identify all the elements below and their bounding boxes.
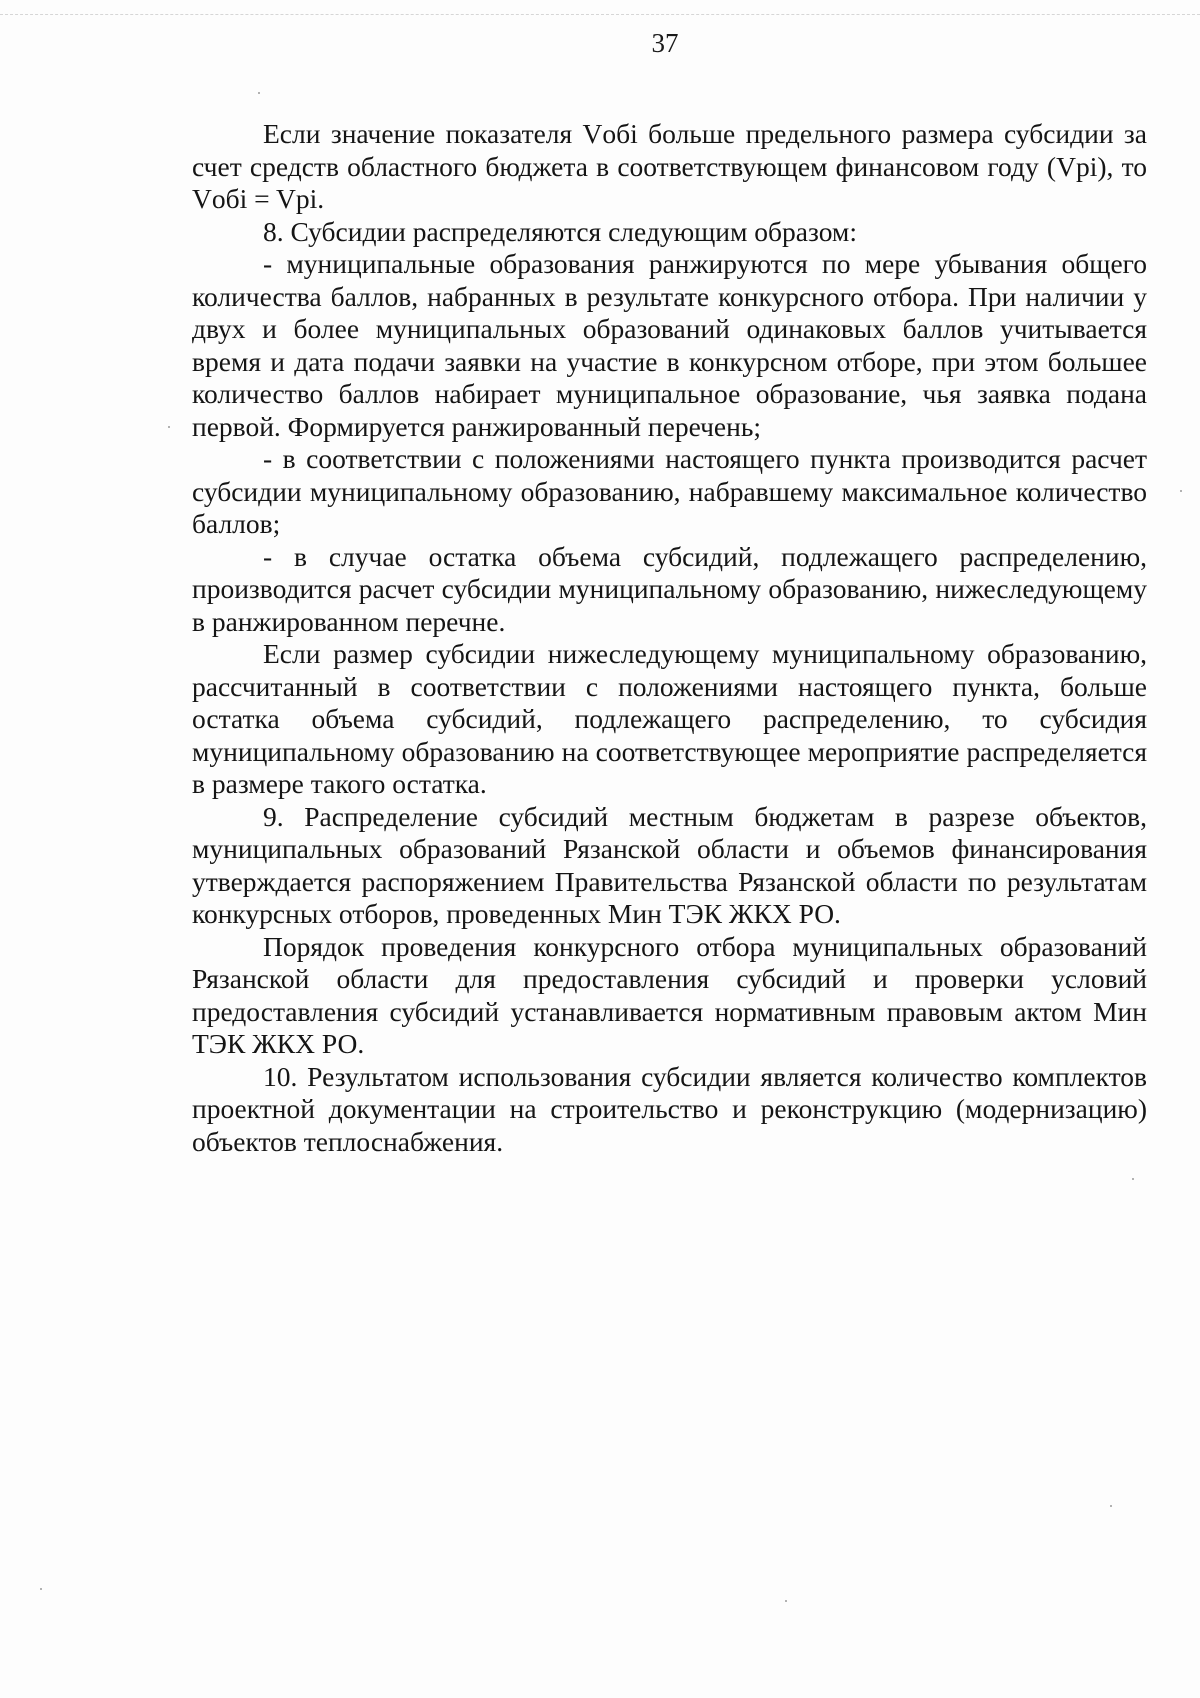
scan-speck — [40, 1588, 42, 1590]
paragraph-ranking: - муниципальные образования ранжируются по мере убывания общего количества баллов, набранных в результате конкурсного отбора. При наличии у двух и более муниципальных образований одинаковых баллов учитывается время и дата подачи заявки на участие в конкурсном отборе, при этом большее количество баллов набирает муниципальное образование, чья заявка подана первой. Формируется ранжированный перечень; — [192, 248, 1147, 442]
paragraph-item-9: 9. Распределение субсидий местным бюджетам в разрезе объектов, муниципальных образований Рязанской области и объемов финансирования утверждается распоряжением Правительства Рязанской области по результатам конкурсных отборов, проведенных Мин ТЭК ЖКХ РО. — [192, 800, 1147, 929]
scan-speck — [785, 1600, 787, 1602]
scan-speck — [1110, 1505, 1112, 1507]
scan-speck — [168, 426, 170, 428]
paragraph-remainder: - в случае остатка объема субсидий, подлежащего распределению, производится расчет субсидии муниципальному образованию, нижеследующему в ранжированном перечне. — [192, 540, 1147, 637]
page-number: 37 — [651, 28, 679, 58]
paragraph-item-8: 8. Субсидии распределяются следующим образом: — [263, 215, 857, 247]
scan-edge-artifact — [0, 14, 1200, 17]
scan-speck — [1132, 1178, 1134, 1180]
scan-speck — [1180, 490, 1182, 492]
paragraph-calculation: - в соответствии с положениями настоящего пункта производится расчет субсидии муниципальному образованию, набравшему максимальное количество баллов; — [192, 443, 1147, 539]
paragraph-remainder-limit: Если размер субсидии нижеследующему муниципальному образованию, рассчитанный в соответствии с положениями настоящего пункта, больше остатка объема субсидий, подлежащего распределению, то субсидия муниципальному образованию на соответствующее мероприятие распределяется в размере такого остатка. — [192, 638, 1147, 799]
document-body — [192, 118, 1147, 1158]
paragraph-item-10: 10. Результатом использования субсидии является количество комплектов проектной документации на строительство и реконструкцию (модернизацию) объектов теплоснабжения. — [192, 1060, 1147, 1157]
paragraph-subsidy-limit: Если значение показателя Vобi больше предельного размера субсидии за счет средств областного бюджета в соответствующем финансовом году (Vpi), то Vобi = Vpi. — [192, 118, 1147, 214]
paragraph-selection-procedure: Порядок проведения конкурсного отбора муниципальных образований Рязанской области для предоставления субсидий и проверки условий предоставления субсидий устанавливается нормативным правовым актом Мин ТЭК ЖКХ РО. — [192, 930, 1147, 1059]
scan-speck — [258, 92, 260, 94]
